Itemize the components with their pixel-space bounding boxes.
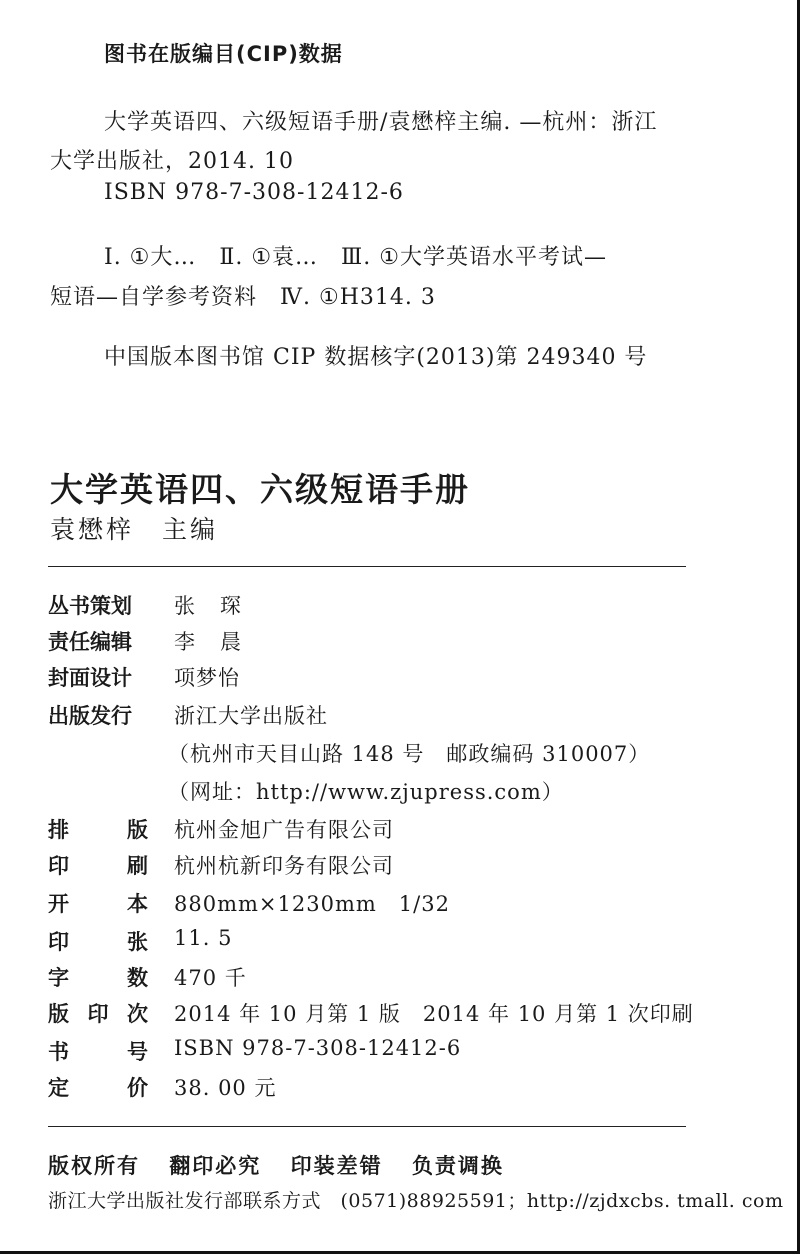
label-char: 数: [127, 966, 148, 990]
label-edition: [48, 998, 148, 1028]
label-char: 印: [87, 1002, 109, 1026]
rights-text: 版权所有: [48, 1154, 140, 1178]
label-char: 次: [127, 1002, 148, 1026]
label-series-planner: 丛书策划: [48, 594, 132, 618]
label-char: 书: [48, 1040, 69, 1064]
value-cover-design: 项梦怡: [174, 666, 240, 690]
cip-subject-line: 短语—自学参考资料 Ⅳ. ①H314. 3: [50, 285, 436, 310]
label-typesetting: [48, 814, 148, 844]
label-char: 本: [127, 892, 148, 916]
value-address: （杭州市天目山路 148 号 邮政编码 310007）: [168, 742, 651, 766]
label-editor-in-charge: 责任编辑: [48, 630, 132, 654]
cip-catalog-line: 大学出版社，2014. 10: [50, 149, 294, 174]
label-words: [48, 962, 148, 992]
value-website: （网址：http://www.zjupress.com）: [168, 780, 564, 804]
cip-isbn-line: ISBN 978-7-308-12412-6: [104, 180, 404, 205]
value-price: 38. 00 元: [174, 1076, 277, 1100]
cip-subject-line: Ⅰ. ①大… Ⅱ. ①袁… Ⅲ. ①大学英语水平考试—: [104, 245, 607, 270]
value-typesetting: 杭州金旭广告有限公司: [174, 818, 394, 842]
label-printing: [48, 850, 148, 880]
value-sheets: 11. 5: [174, 926, 233, 950]
label-char: 价: [127, 1076, 148, 1100]
label-char: 号: [127, 1040, 148, 1064]
label-char: 刷: [127, 854, 148, 878]
rights-text: 印装差错: [290, 1154, 383, 1178]
cip-catalog-line: 大学英语四、六级短语手册/袁懋梓主编. —杭州：浙江: [104, 110, 658, 135]
value-words: 470 千: [174, 966, 247, 990]
rights-notice: [48, 1150, 526, 1180]
label-char: 开: [48, 892, 69, 916]
value-editor-in-charge: 李 晨: [174, 630, 243, 654]
label-char: 排: [48, 818, 69, 842]
label-publisher: 出版发行: [48, 704, 132, 728]
label-price: [48, 1072, 148, 1102]
value-isbn: ISBN 978-7-308-12412-6: [174, 1036, 462, 1060]
label-char: 字: [48, 966, 69, 990]
value-edition: 2014 年 10 月第 1 版 2014 年 10 月第 1 次印刷: [174, 1002, 694, 1026]
label-char: 版: [127, 818, 148, 842]
label-char: 定: [48, 1076, 69, 1100]
divider: [48, 1126, 686, 1127]
book-editor: 袁懋梓 主编: [50, 515, 219, 544]
label-char: 印: [48, 854, 69, 878]
divider: [48, 566, 686, 567]
label-char: 张: [127, 930, 148, 954]
label-char: 印: [48, 930, 69, 954]
value-format: 880mm×1230mm 1/32: [174, 892, 450, 916]
cip-record-number: 中国版本图书馆 CIP 数据核字(2013)第 249340 号: [104, 345, 648, 370]
rights-text: 翻印必究: [169, 1154, 262, 1178]
label-char: 版: [48, 1002, 69, 1026]
label-isbn: [48, 1036, 148, 1066]
distribution-contact: 浙江大学出版社发行部联系方式 (0571)88925591；http://zjdxcbs. tmall. com: [48, 1190, 784, 1212]
value-publisher: 浙江大学出版社: [174, 704, 328, 728]
label-format: [48, 888, 148, 918]
cip-heading: 图书在版编目(CIP)数据: [104, 42, 343, 66]
rights-text: 负责调换: [411, 1154, 504, 1178]
value-printing: 杭州杭新印务有限公司: [174, 854, 394, 878]
value-series-planner: 张 琛: [174, 594, 243, 618]
label-sheets: [48, 926, 148, 956]
label-cover-design: 封面设计: [48, 666, 132, 690]
book-title: 大学英语四、六级短语手册: [50, 470, 470, 509]
